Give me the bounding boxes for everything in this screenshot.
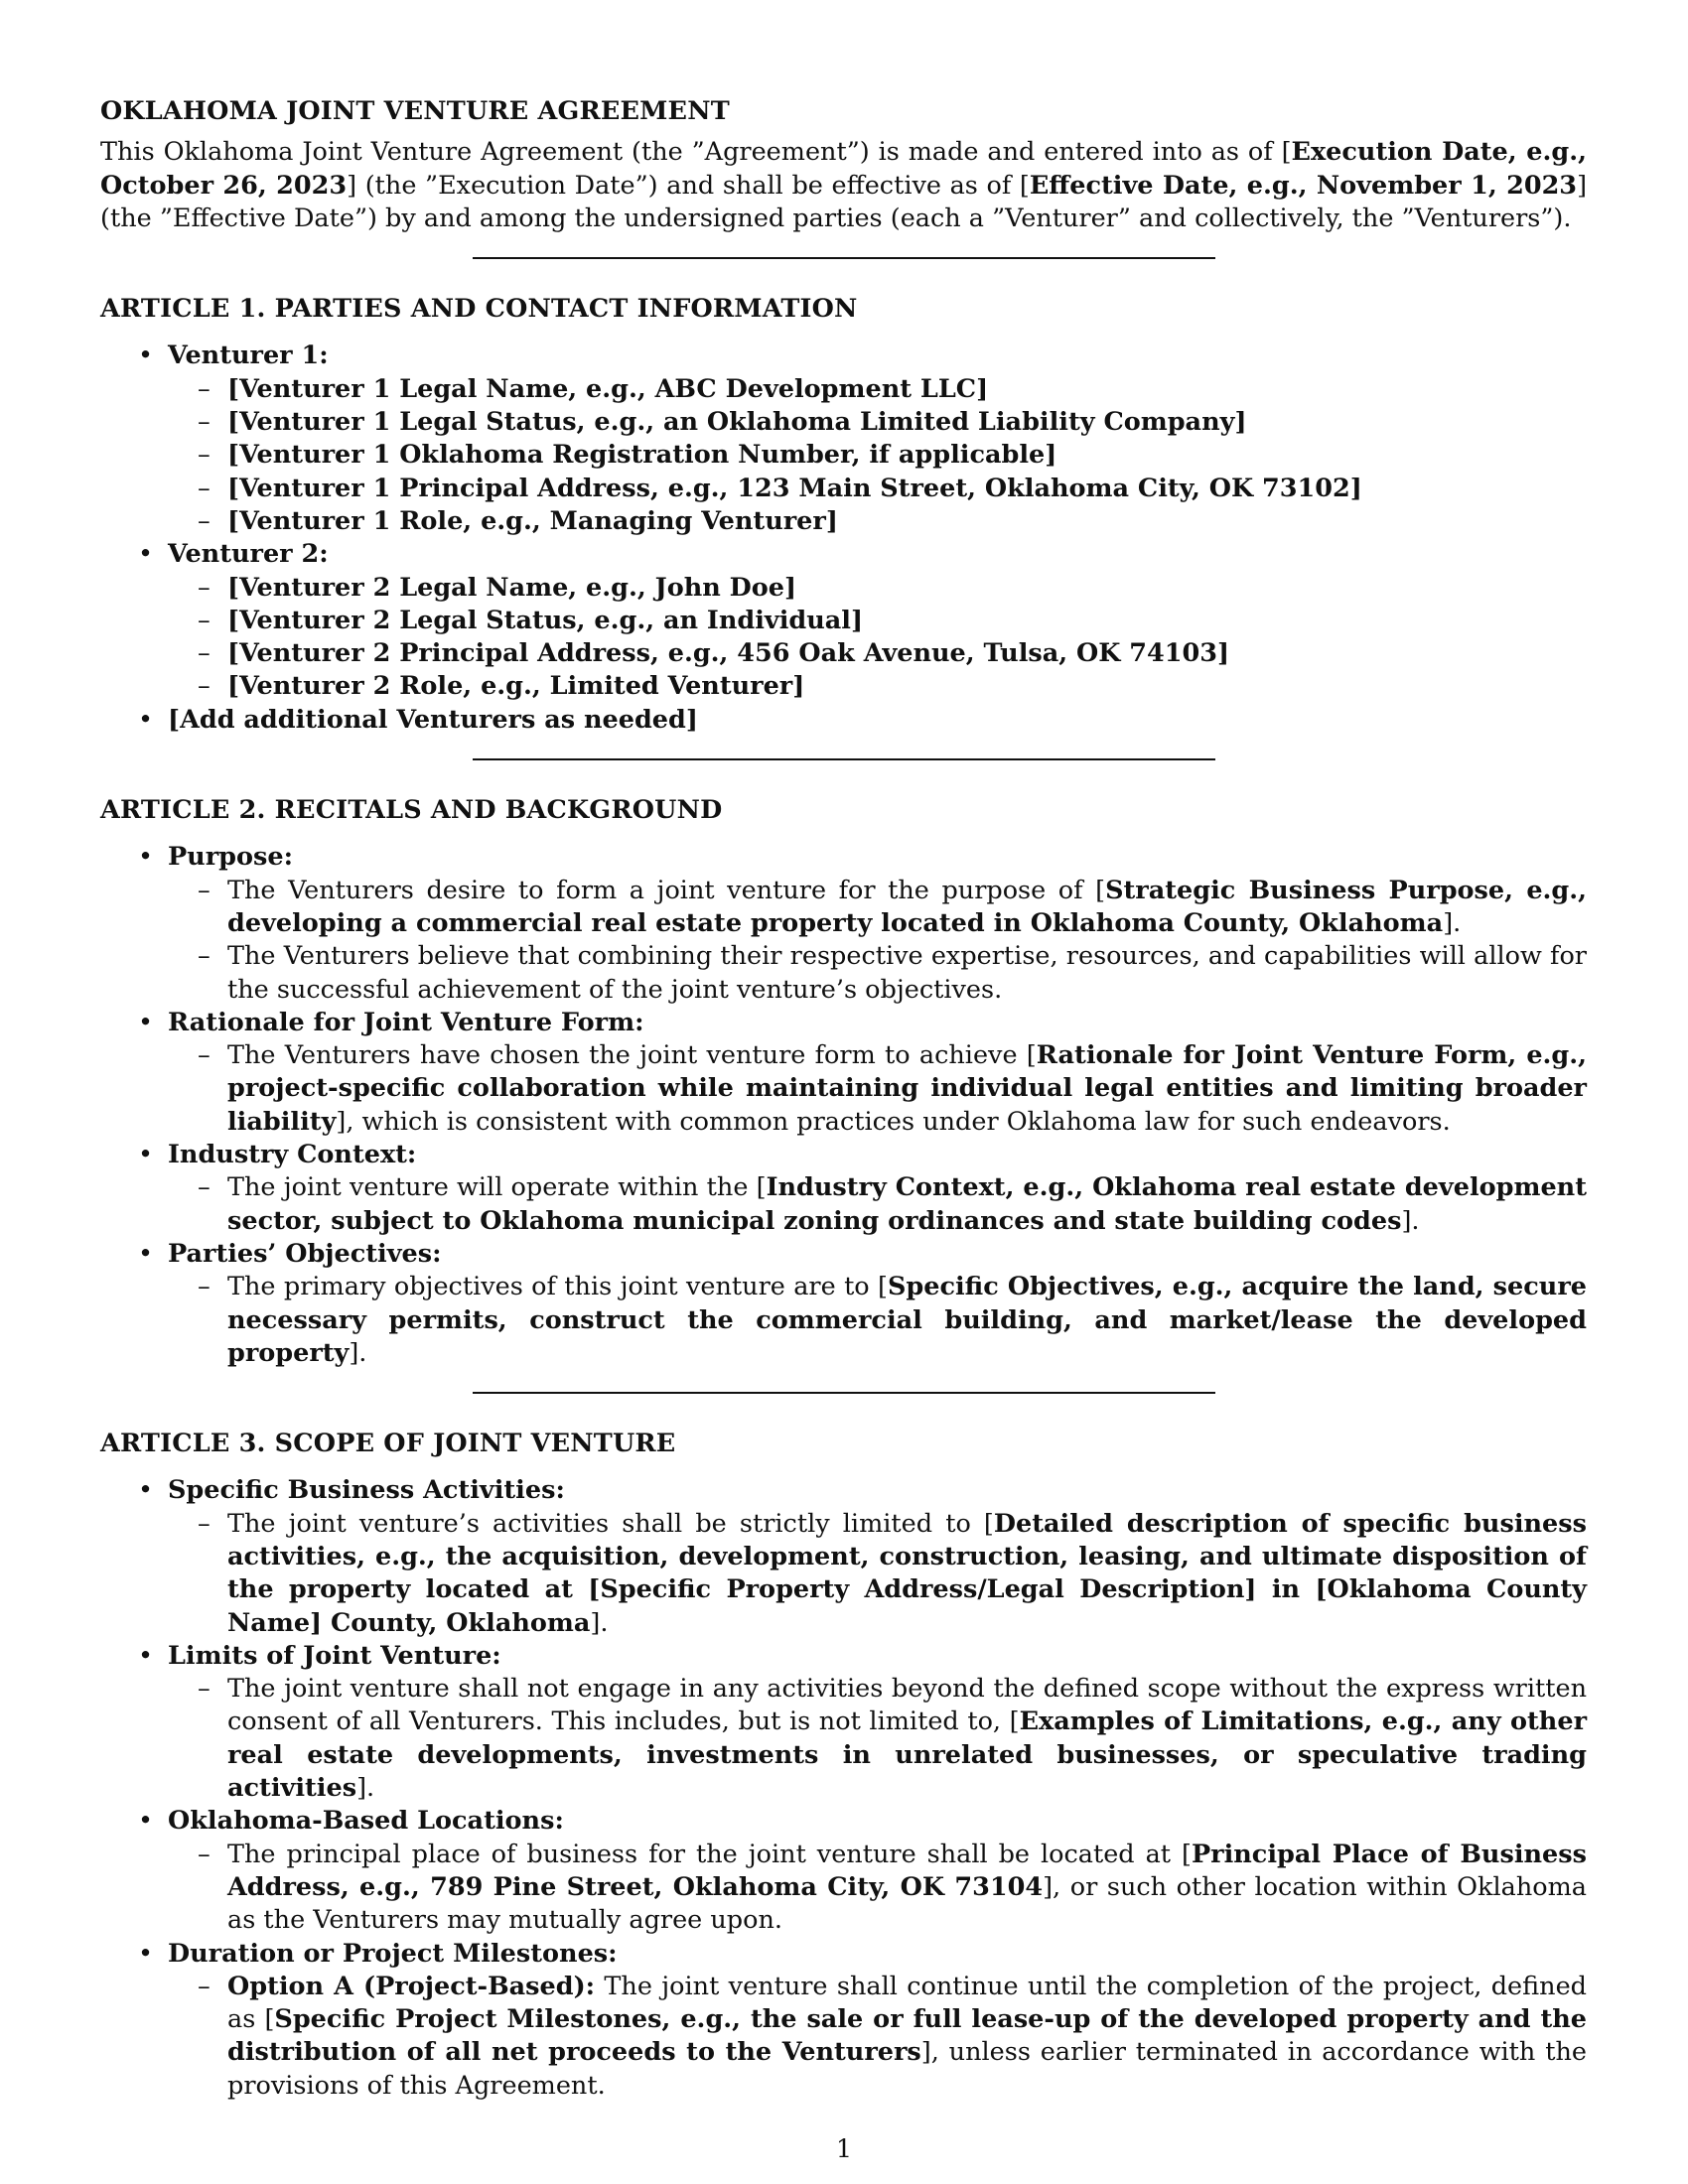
list-item: – The Venturers have chosen the joint venture form to achieve [Rationale for Joint Venture Form, e.g., project-specific collaboration while maintaining individual legal entities and limiting broader liability], which is consistent with common practices under Oklahoma law for such endeavors. <box>168 1039 1587 1139</box>
list-item: – The joint venture will operate within the [Industry Context, e.g., Oklahoma real estate development sector, subject to Oklahoma municipal zoning ordinances and state building codes]. <box>168 1171 1587 1238</box>
article-2-heading: ARTICLE 2. RECITALS AND BACKGROUND <box>100 795 723 826</box>
objectives-details <box>168 1271 1587 1370</box>
intro-text: ] (the ”Effective Date”) by and among the undersigned parties (each a ”Venturer” and collectively, the ”Venturers”). <box>100 170 1588 233</box>
activities-label: Specific Business Activities: <box>168 1475 565 1506</box>
list-item: • [Add additional Venturers as needed] <box>100 704 1587 737</box>
limits-details <box>168 1673 1587 1805</box>
list-item: – [Venturer 2 Legal Status, e.g., an Individual] <box>168 605 1587 637</box>
list-item <box>100 340 1587 538</box>
list-item <box>100 1474 1587 1639</box>
list-item: – The principal place of business for the joint venture shall be located at [Principal Place of Business Address, e.g., 789 Pine Street, Oklahoma City, OK 73104], or such other location within Oklahoma as the Venturers may mutually agree upon. <box>168 1839 1587 1938</box>
purpose-details <box>168 875 1587 1007</box>
section-divider <box>473 758 1215 760</box>
scope-list <box>100 1474 1587 2103</box>
page-number: 1 <box>835 2134 853 2164</box>
list-item <box>100 1640 1587 1805</box>
list-item: – The Venturers believe that combining their respective expertise, resources, and capabilities will allow for the successful achievement of the joint venture’s objectives. <box>168 940 1587 1007</box>
recitals-list <box>100 841 1587 1370</box>
rationale-details <box>168 1039 1587 1139</box>
list-item: – [Venturer 1 Legal Status, e.g., an Oklahoma Limited Liability Company] <box>168 406 1587 439</box>
list-item: – [Venturer 1 Principal Address, e.g., 123 Main Street, Oklahoma City, OK 73102] <box>168 473 1587 505</box>
list-item: – The Venturers desire to form a joint venture for the purpose of [Strategic Business Purpose, e.g., developing a commercial real estate property located in Oklahoma County, Oklahoma]. <box>168 875 1587 941</box>
parties-list <box>100 340 1587 737</box>
locations-label: Oklahoma-Based Locations: <box>168 1806 564 1837</box>
intro-text: This Oklahoma Joint Venture Agreement (the ”Agreement”) is made and entered into as of [ <box>100 137 1292 168</box>
section-divider <box>473 1392 1215 1394</box>
intro-text: ] (the ”Execution Date”) and shall be effective as of [ <box>347 170 1030 201</box>
list-item: – [Venturer 2 Principal Address, e.g., 456 Oak Avenue, Tulsa, OK 74103] <box>168 637 1587 670</box>
list-item <box>100 1938 1587 2103</box>
execution-date-placeholder: Execution Date, e.g., October 26, 2023 <box>100 137 1587 201</box>
list-item <box>100 1238 1587 1370</box>
list-item: – [Venturer 1 Legal Name, e.g., ABC Development LLC] <box>168 373 1587 406</box>
additional-venturers-placeholder: Add additional Venturers as needed <box>180 704 686 735</box>
purpose-label: Purpose: <box>168 842 293 873</box>
venturer-2-label: Venturer 2: <box>168 539 329 570</box>
industry-label: Industry Context: <box>168 1140 417 1170</box>
duration-details <box>168 1971 1587 2103</box>
list-item: – [Venturer 1 Oklahoma Registration Number, if applicable] <box>168 439 1587 472</box>
objectives-label: Parties’ Objectives: <box>168 1238 442 1269</box>
venturer-1-details <box>168 373 1587 538</box>
article-3-heading: ARTICLE 3. SCOPE OF JOINT VENTURE <box>100 1429 676 1459</box>
article-1-heading: ARTICLE 1. PARTIES AND CONTACT INFORMATION <box>100 294 858 325</box>
section-divider <box>473 257 1215 259</box>
intro-paragraph <box>100 136 1587 235</box>
list-item <box>100 1139 1587 1238</box>
document-page <box>100 95 1587 2103</box>
venturer-2-details <box>168 572 1587 704</box>
list-item: – The joint venture’s activities shall be strictly limited to [Detailed description of specific business activities, e.g., the acquisition, development, construction, leasing, and ultimate disposition of the property located at [Specific Property Address/Legal Description] in [Oklahoma County Name] County, Oklahoma]. <box>168 1508 1587 1640</box>
list-item <box>100 841 1587 1006</box>
document-title: OKLAHOMA JOINT VENTURE AGREEMENT <box>100 96 730 126</box>
list-item: – [Venturer 2 Legal Name, e.g., John Doe] <box>168 572 1587 605</box>
effective-date-placeholder: Effective Date, e.g., November 1, 2023 <box>1029 170 1578 201</box>
duration-label: Duration or Project Milestones: <box>168 1938 618 1969</box>
list-item: – [Venturer 2 Role, e.g., Limited Venturer] <box>168 670 1587 703</box>
venturer-1-label: Venturer 1: <box>168 341 329 371</box>
list-item <box>100 1805 1587 1937</box>
list-item: – The joint venture shall not engage in any activities beyond the defined scope without the express written consent of all Venturers. This includes, but is not limited to, [Examples of Limitations, e.g., any other real estate developments, investments in unrelated businesses, or speculative trading activities]. <box>168 1673 1587 1805</box>
list-item: – Option A (Project-Based): The joint venture shall continue until the completion of the project, defined as [Specific Project Milestones, e.g., the sale or full lease-up of the developed property and the distribution of all net proceeds to the Venturers], unless earlier terminated in accordance with the provisions of this Agreement. <box>168 1971 1587 2103</box>
rationale-label: Rationale for Joint Venture Form: <box>168 1007 644 1037</box>
list-item <box>100 1007 1587 1139</box>
list-item: – The primary objectives of this joint venture are to [Specific Objectives, e.g., acquire the land, secure necessary permits, construct the commercial building, and market/lease the developed property]. <box>168 1271 1587 1370</box>
industry-details <box>168 1171 1587 1238</box>
limits-label: Limits of Joint Venture: <box>168 1640 501 1671</box>
activities-details <box>168 1508 1587 1640</box>
option-a-label: Option A (Project-Based): <box>227 1971 596 2001</box>
locations-details <box>168 1839 1587 1938</box>
list-item <box>100 538 1587 703</box>
list-item: – [Venturer 1 Role, e.g., Managing Venturer] <box>168 505 1587 538</box>
